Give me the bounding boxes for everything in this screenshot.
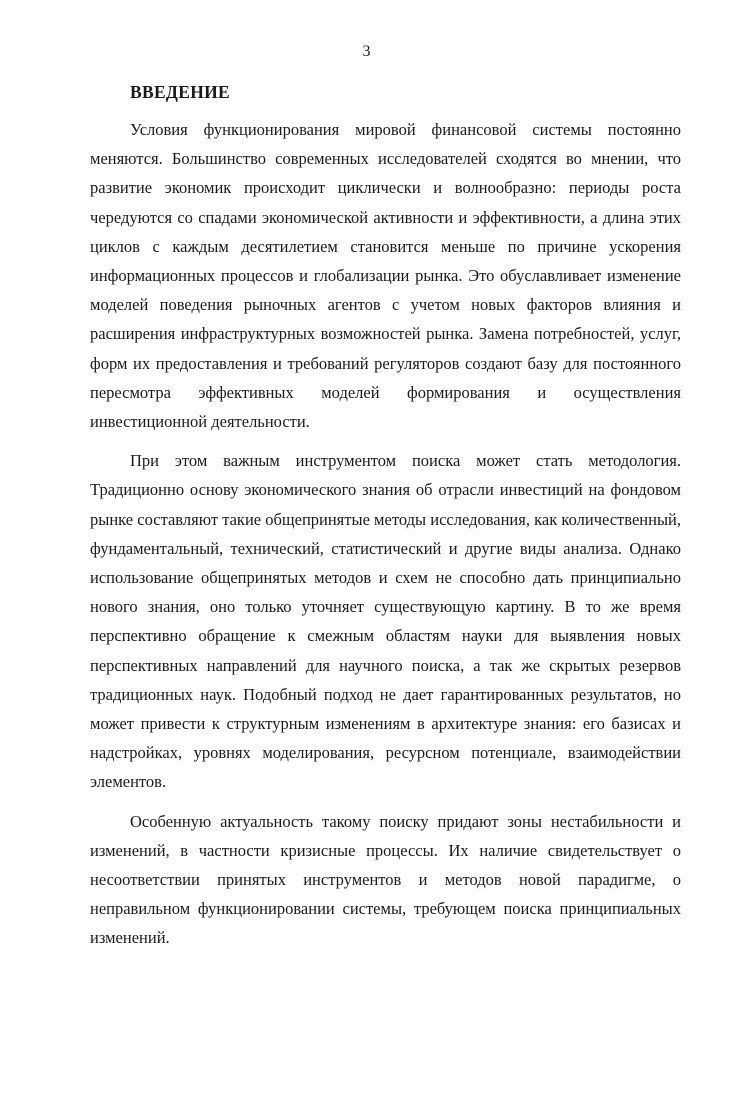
page-number: 3 — [362, 43, 371, 60]
paragraph-3: Особенную актуальность такому поиску придают зоны нестабильности и изменений, в частности кризисные процессы. Их наличие свидетельствует о несоответствии принятых инструментов и методов новой парадигме, о неправильном функционировании системы, требующем поиска принципиальных изменений. — [90, 811, 681, 948]
paragraph-2: При этом важным инструментом поиска может стать методология. Традиционно основу экономического знания об отрасли инвестиций на фондовом рынке составляют такие общепринятые методы исследования, как количественный, фундаментальный, технический, статистический и другие виды анализа. Однако использование общепринятых методов и схем не способно дать принципиально нового знания, оно только уточняет существующую картину. В то же время перспективно обращение к смежным областям науки для выявления новых перспективных направлений для научного поиска, а так же скрытых резервов традиционных наук. Подобный подход не дает гарантированных результатов, но может привести к структурным изменениям в архитектуре знания: его базисах и надстройках, уровнях моделирования, ресурсном потенциале, взаимодействии элементов. — [90, 451, 681, 792]
paragraph-1: Условия функционирования мировой финансовой системы постоянно меняются. Большинство современных исследователей сходятся во мнении, что развитие экономик происходит циклически и волнообразно: периоды роста чередуются со спадами экономической активности и эффективности, а длина этих циклов с каждым десятилетием становится меньше по причине ускорения информационных процессов и глобализации рынка. Это обуславливает изменение моделей поведения рыночных агентов с учетом новых факторов влияния и расширения инфраструктурных возможностей рынка. Замена потребностей, услуг, форм их предоставления и требований регуляторов создают базу для постоянного пересмотра эффективных моделей формирования и осуществления инвестиционной деятельности. — [90, 120, 681, 432]
body-text — [90, 115, 681, 953]
section-heading: ВВЕДЕНИЕ — [130, 82, 231, 102]
